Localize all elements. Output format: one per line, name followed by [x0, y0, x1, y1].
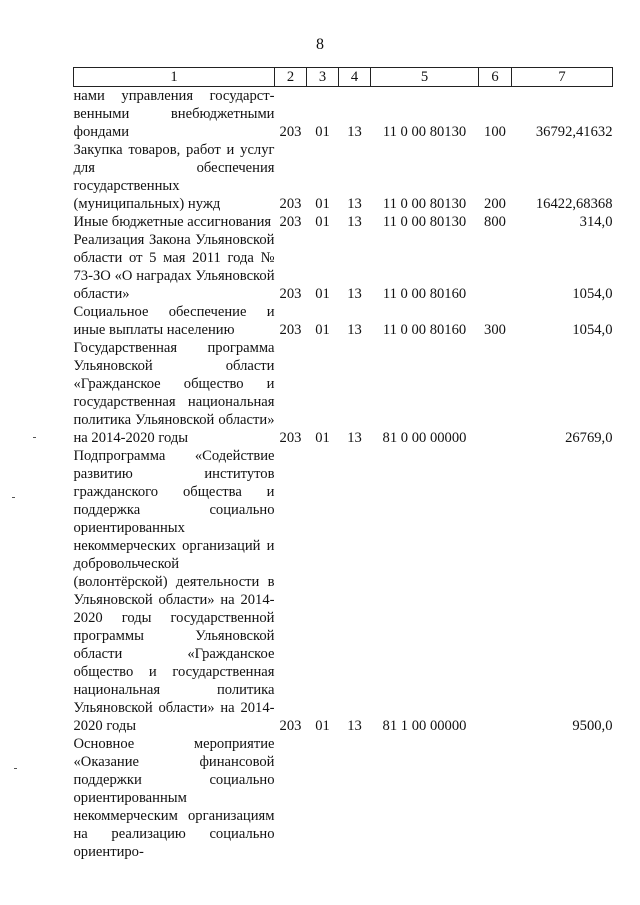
table-row [74, 141, 613, 213]
table-row [74, 87, 613, 142]
row-admin-code: 203 [279, 718, 302, 734]
row-section: 01 [315, 322, 330, 338]
row-name: Реализация Закона Ульяновской области от 5 мая 2011 года № 73-ЗО «О наградах Ульяновской области» [73, 232, 275, 302]
budget-table [73, 67, 613, 861]
row-section: 01 [315, 430, 330, 446]
row-section: 01 [315, 718, 330, 734]
column-header-5: 5 [371, 68, 479, 87]
row-target-article: 11 0 00 80130 [382, 124, 467, 140]
row-expense-type: 800 [484, 214, 506, 230]
row-name: Закупка товаров, работ и услуг для обеспечения государственных (муниципальных) нужд [73, 142, 275, 212]
row-section [307, 735, 339, 861]
row-expense-type [479, 735, 512, 861]
row-amount: 36792,41632 [535, 124, 613, 140]
table-row [74, 735, 613, 861]
row-subsection: 13 [347, 124, 362, 140]
scan-speck [12, 497, 15, 498]
column-header-7: 7 [512, 68, 613, 87]
row-amount: 1054,0 [572, 286, 613, 302]
row-expense-type [479, 339, 512, 447]
row-section: 01 [315, 196, 330, 212]
row-section: 01 [315, 286, 330, 302]
column-header-3: 3 [307, 68, 339, 87]
row-name: Социальное обеспечение и иные выплаты населению [73, 304, 275, 338]
table-header [74, 68, 613, 87]
scan-speck [33, 437, 36, 438]
table-row [74, 231, 613, 303]
row-expense-type: 300 [484, 322, 506, 338]
row-expense-type: 100 [484, 124, 506, 140]
row-amount: 1054,0 [572, 322, 613, 338]
row-section: 01 [315, 124, 330, 140]
column-header-6: 6 [479, 68, 512, 87]
row-name: нами управления государст-венными внебюджетными фондами [73, 88, 275, 140]
row-subsection: 13 [347, 196, 362, 212]
row-amount: 16422,68368 [535, 196, 613, 212]
row-target-article: 11 0 00 80130 [382, 214, 467, 230]
row-name: Государственная программа Ульяновской области «Гражданское общество и государственная национальная политика Ульяновской области» на 2014-2020 годы [73, 340, 275, 446]
row-amount: 26769,0 [565, 430, 613, 446]
row-admin-code: 203 [279, 196, 302, 212]
column-header-4: 4 [339, 68, 371, 87]
row-admin-code: 203 [279, 322, 302, 338]
row-amount [512, 735, 613, 861]
row-expense-type [479, 447, 512, 735]
table-row [74, 213, 613, 231]
row-name: Подпрограмма «Содействие развитию институтов гражданского общества и поддержка социально ориентированных некоммерческих организаций и добровольческой (волонтёрской) деятельности в Ульяновской области» на 2014-2020 годы государственной программы Ульяновской области «Гражданское общество и государственная национальная политика Ульяновской области» на 2014-2020 годы [73, 448, 275, 734]
row-name: Основное мероприятие «Оказание финансовой поддержки социально ориентированным некоммерческим организациям на реализацию социально ориентиро- [73, 736, 275, 860]
table-row [74, 303, 613, 339]
row-expense-type [479, 231, 512, 303]
row-admin-code [275, 735, 307, 861]
table-row [74, 447, 613, 735]
row-expense-type: 200 [484, 196, 506, 212]
row-section: 01 [315, 214, 330, 230]
row-admin-code: 203 [279, 430, 302, 446]
table-row [74, 339, 613, 447]
row-target-article: 11 0 00 80160 [382, 322, 467, 338]
page-number: 8 [316, 36, 324, 53]
column-header-1: 1 [74, 68, 275, 87]
scan-speck [14, 768, 17, 769]
row-name: Иные бюджетные ассигнования [73, 214, 272, 230]
row-admin-code: 203 [279, 214, 302, 230]
row-target-article [371, 735, 479, 861]
row-amount: 9500,0 [572, 718, 613, 734]
row-target-article: 81 0 00 00000 [382, 430, 467, 446]
row-admin-code: 203 [279, 124, 302, 140]
header-row [74, 68, 613, 87]
row-subsection: 13 [347, 322, 362, 338]
row-amount: 314,0 [579, 214, 613, 230]
row-subsection: 13 [347, 718, 362, 734]
column-header-2: 2 [275, 68, 307, 87]
row-target-article: 81 1 00 00000 [382, 718, 467, 734]
row-admin-code: 203 [279, 286, 302, 302]
row-target-article: 11 0 00 80130 [382, 196, 467, 212]
row-subsection [339, 735, 371, 861]
row-subsection: 13 [347, 214, 362, 230]
row-subsection: 13 [347, 286, 362, 302]
table-body [74, 87, 613, 862]
row-subsection: 13 [347, 430, 362, 446]
row-target-article: 11 0 00 80160 [382, 286, 467, 302]
